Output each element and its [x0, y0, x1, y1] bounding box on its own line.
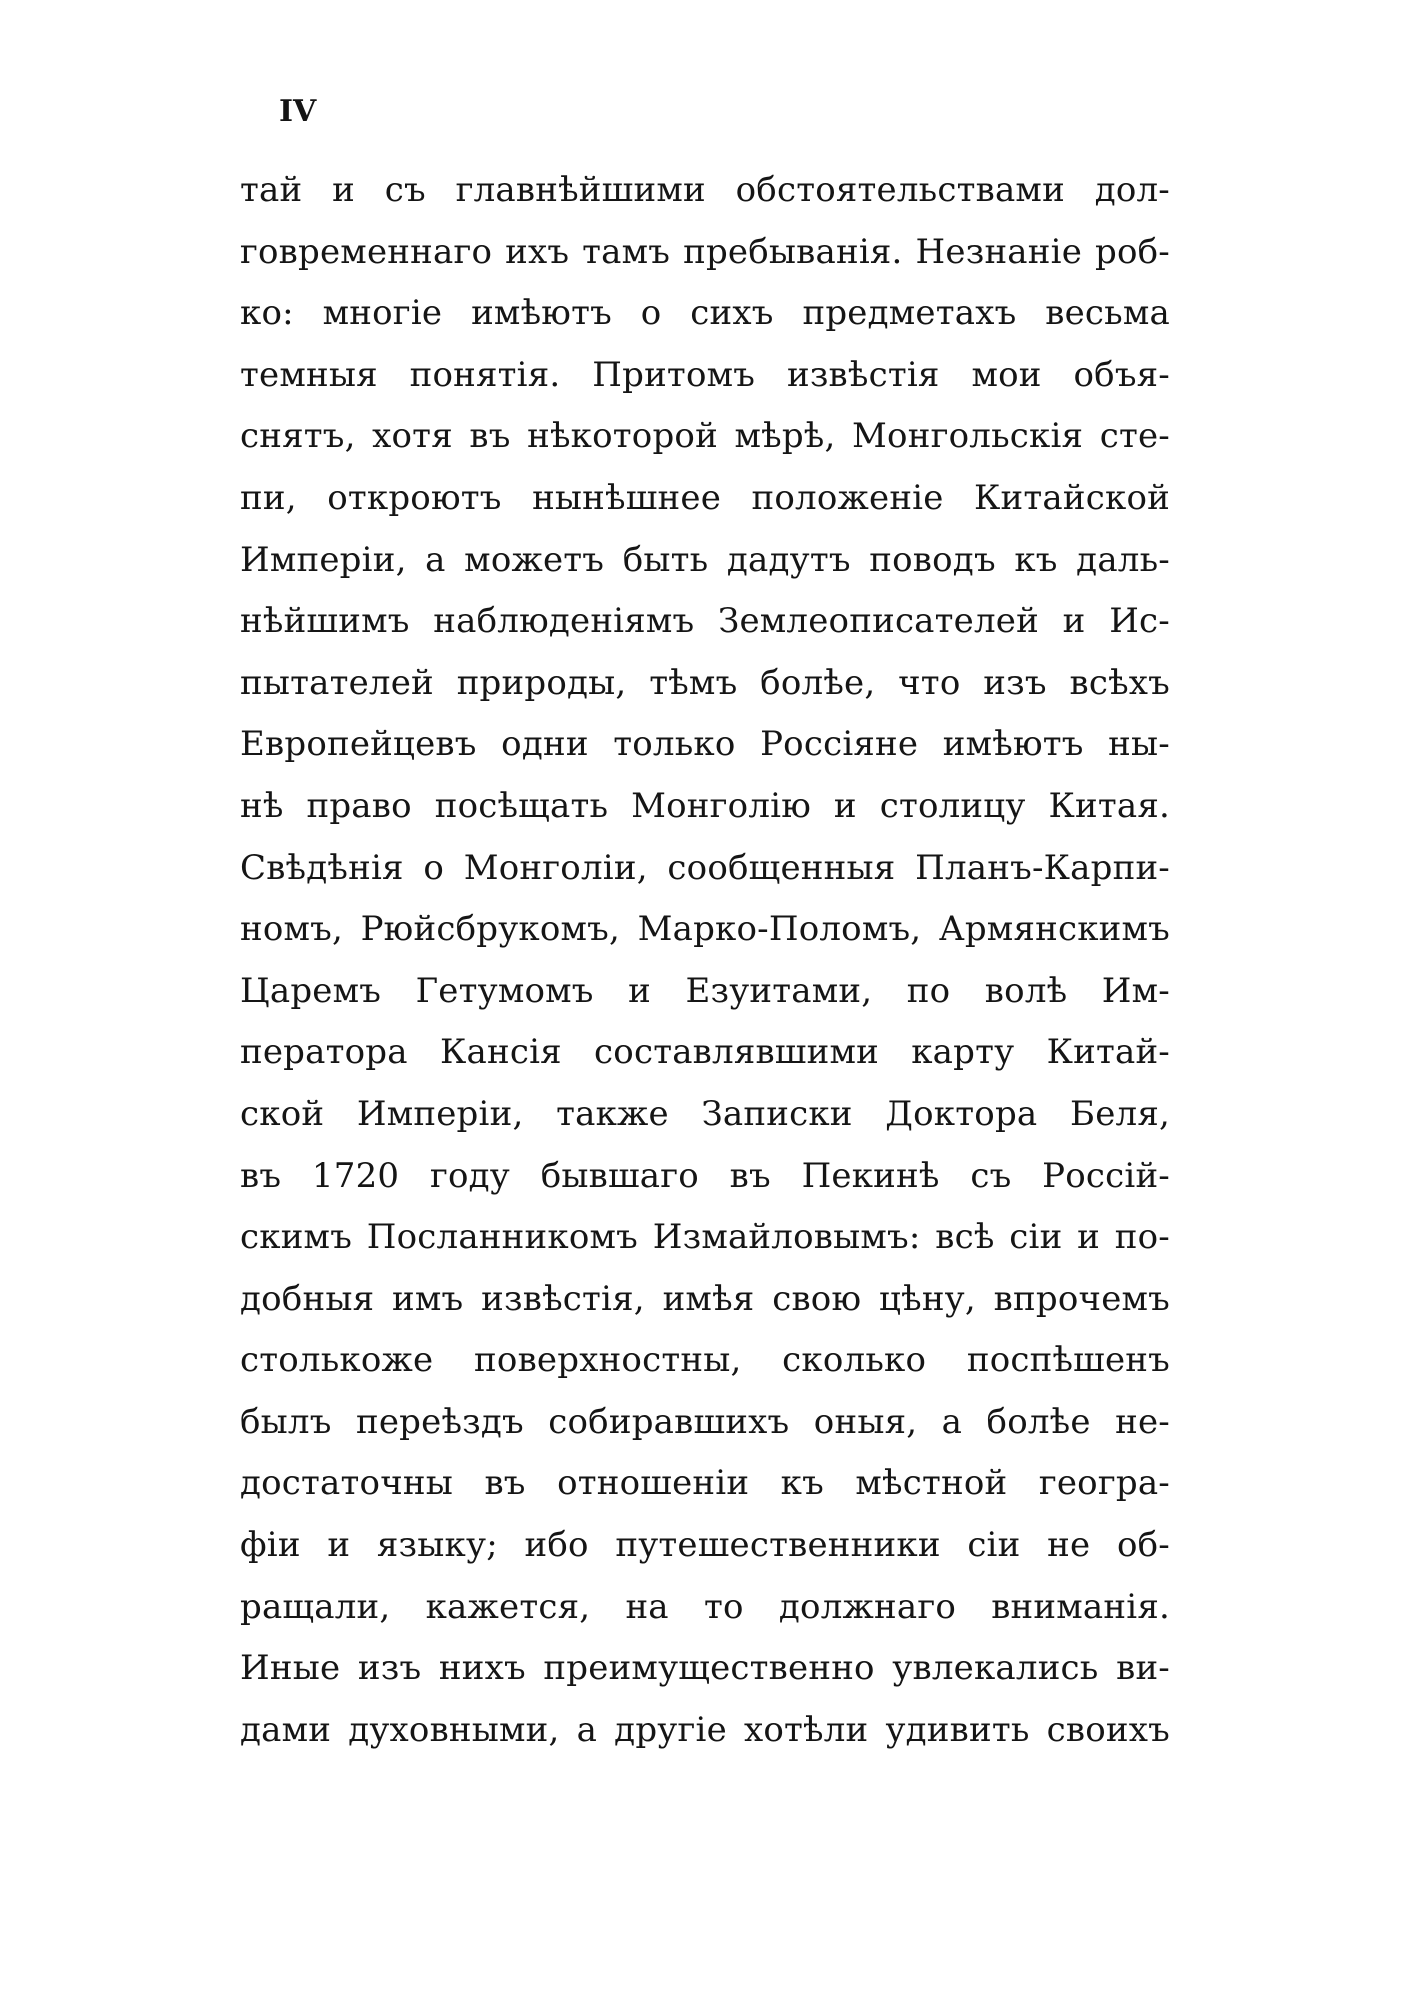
text-line: Европейцевъ одни только Россіяне имѣютъ ны- — [240, 724, 1170, 765]
text-line: Свѣдѣнія о Монголіи, сообщенныя Планъ-Карпи- — [240, 847, 1170, 888]
text-line: пытателей природы, тѣмъ болѣе, что изъ всѣхъ — [240, 662, 1170, 703]
text-line: фіи и языку; ибо путешественники сіи не об- — [240, 1525, 1170, 1566]
page-number: IV — [279, 94, 317, 129]
text-line: въ 1720 году бывшаго въ Пекинѣ съ Россій- — [240, 1155, 1170, 1196]
text-line: ращали, кажется, на то должнаго вниманія. — [240, 1586, 1170, 1627]
text-line: ператора Кансія составлявшими карту Китай- — [240, 1032, 1170, 1073]
text-line: нѣйшимъ наблюденіямъ Землеописателей и Ис- — [240, 601, 1170, 642]
text-line: добныя имъ извѣстія, имѣя свою цѣну, впрочемъ — [240, 1278, 1170, 1319]
text-line: дами духовными, а другіе хотѣли удивить своихъ — [240, 1709, 1170, 1750]
text-line: нѣ право посѣщать Монголію и столицу Китая. — [240, 785, 1170, 826]
text-line: Иные изъ нихъ преимущественно увлекались ви- — [240, 1648, 1170, 1689]
text-line: былъ переѣздъ собиравшихъ оныя, а болѣе не- — [240, 1401, 1170, 1442]
text-line: ко: многіе имѣютъ о сихъ предметахъ весьма — [240, 293, 1170, 334]
text-line: ской Имперіи, также Записки Доктора Беля, — [240, 1093, 1170, 1134]
text-line: снятъ, хотя въ нѣкоторой мѣрѣ, Монгольскія сте- — [240, 416, 1170, 457]
text-line: говременнаго ихъ тамъ пребыванія. Незнаніе роб- — [240, 231, 1170, 272]
text-line: столькоже поверхностны, сколько поспѣшенъ — [240, 1340, 1170, 1381]
text-line: Имперіи, а можетъ быть дадутъ поводъ къ даль- — [240, 539, 1170, 580]
text-line: достаточны въ отношеніи къ мѣстной геогра- — [240, 1463, 1170, 1504]
text-line: тай и съ главнѣйшими обстоятельствами дол- — [240, 170, 1170, 210]
text-line: Царемъ Гетумомъ и Езуитами, по волѣ Им- — [240, 970, 1170, 1011]
body-text — [240, 160, 1170, 1761]
text-line: пи, откроютъ нынѣшнее положеніе Китайской — [240, 477, 1170, 518]
text-line: темныя понятія. Притомъ извѣстія мои объя- — [240, 354, 1170, 395]
text-line: номъ, Рюйсбрукомъ, Марко-Поломъ, Армянскимъ — [240, 909, 1170, 950]
text-line: скимъ Посланникомъ Измайловымъ: всѣ сіи и по- — [240, 1217, 1170, 1258]
